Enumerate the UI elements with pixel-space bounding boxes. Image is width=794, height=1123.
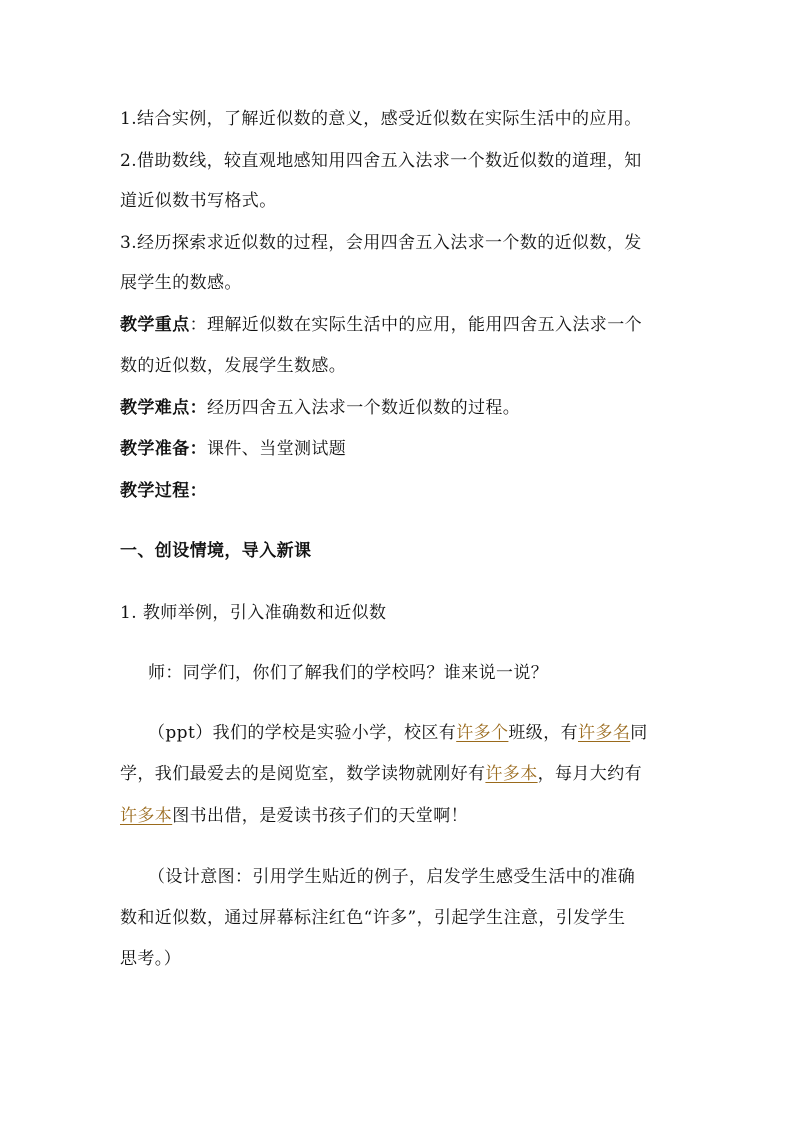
objective-1: 1.结合实例，了解近似数的意义，感受近似数在实际生活中的应用。 — [120, 109, 642, 129]
section-1-step-1: 1. 教师举例，引入准确数和近似数 — [120, 603, 387, 623]
process-label: 教学过程： — [120, 481, 207, 501]
design-intent-line-3: 思考。） — [120, 949, 182, 969]
ppt-link-many-books-borrowed[interactable]: 许多本 — [120, 806, 173, 826]
ppt-text-5: ，每月大约有 — [537, 764, 643, 784]
key-points-line-2: 数的近似数，发展学生数感。 — [120, 356, 347, 376]
ppt-line-3 — [120, 805, 690, 827]
ppt-text-3: 同 — [630, 723, 648, 743]
ppt-link-many-books[interactable]: 许多本 — [485, 764, 538, 784]
preparation-text: 课件、当堂测试题 — [207, 439, 347, 459]
objective-3-line-2: 展学生的数感。 — [120, 273, 242, 293]
ppt-text-4: 学，我们最爱去的是阅览室，数学读物就刚好有 — [120, 764, 486, 784]
difficulty-line — [120, 397, 690, 419]
design-intent-line-1: （设计意图：引用学生贴近的例子，启发学生感受生活中的准确 — [148, 867, 636, 887]
objective-2-line-1: 2.借助数线，较直观地感知用四舍五入法求一个数近似数的道理，知 — [120, 151, 642, 171]
ppt-line-1 — [148, 722, 718, 744]
section-1-heading: 一、创设情境，导入新课 — [120, 541, 312, 561]
ppt-line-2 — [120, 763, 690, 785]
difficulty-text: 经历四舍五入法求一个数近似数的过程。 — [207, 398, 521, 418]
key-points-text: ：理解近似数在实际生活中的应用，能用四舍五入法求一个 — [189, 315, 643, 335]
ppt-link-many-students[interactable]: 许多名 — [578, 723, 631, 743]
key-points-label: 教学重点 — [120, 315, 190, 335]
ppt-text-1: （ppt）我们的学校是实验小学，校区有 — [148, 723, 457, 743]
preparation-label: 教学准备： — [120, 439, 207, 459]
preparation-line — [120, 438, 690, 460]
difficulty-label: 教学难点： — [120, 398, 207, 418]
key-points-line-1 — [120, 314, 690, 336]
objective-2-line-2: 道近似数书写格式。 — [120, 191, 277, 211]
ppt-text-6: 图书出借，是爱读书孩子们的天堂啊！ — [172, 806, 469, 826]
design-intent-line-2: 数和近似数，通过屏幕标注红色“许多”，引起学生注意，引发学生 — [120, 908, 626, 928]
ppt-text-2: 班级，有 — [508, 723, 579, 743]
objective-3-line-1: 3.经历探索求近似数的过程，会用四舍五入法求一个数的近似数，发 — [120, 233, 642, 253]
teacher-line: 师：同学们，你们了解我们的学校吗？谁来说一说？ — [148, 663, 549, 683]
ppt-link-many-classes[interactable]: 许多个 — [456, 723, 509, 743]
